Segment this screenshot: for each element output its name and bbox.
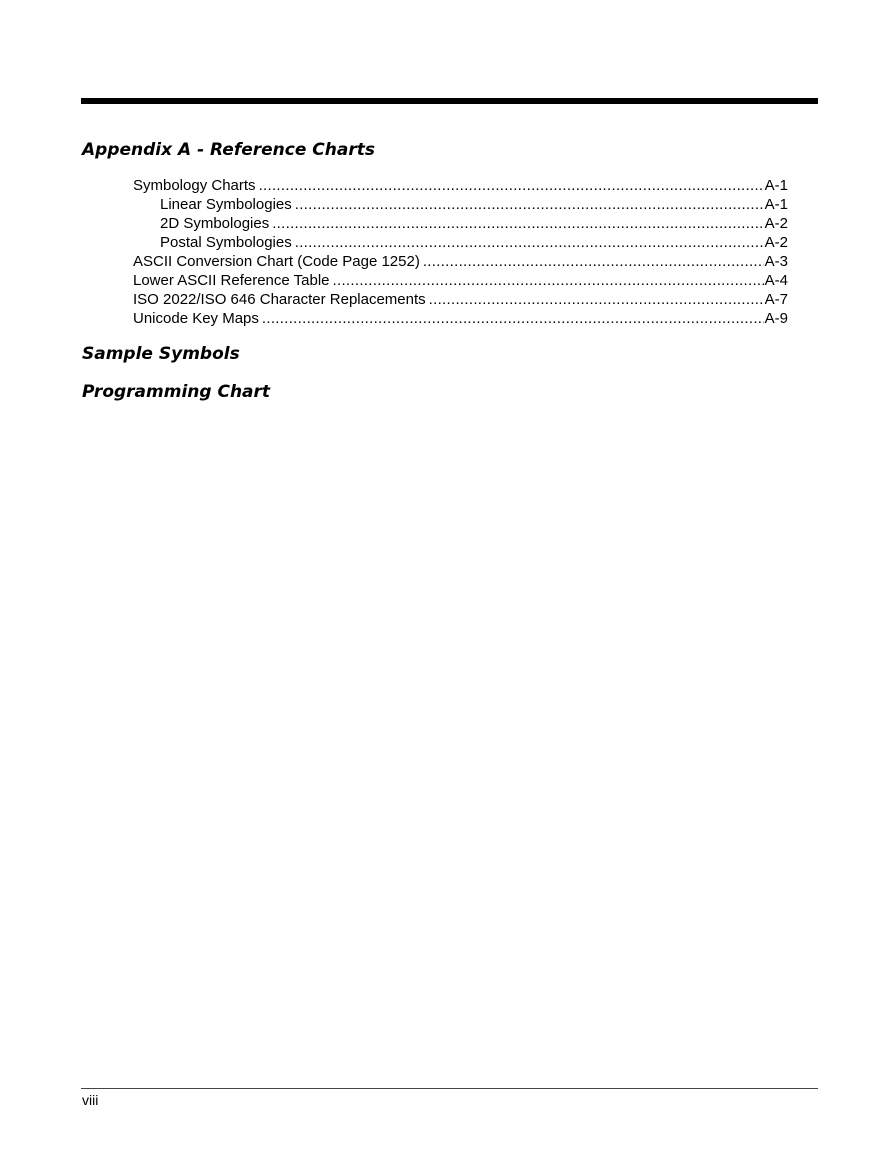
toc-entry-iso-character-replacements[interactable] [133,290,788,309]
toc-entry-unicode-key-maps[interactable] [133,309,788,328]
toc-leader-dots [423,252,764,271]
toc-entry-title: Lower ASCII Reference Table [133,272,330,289]
toc-entry-page: A-9 [764,310,788,327]
toc-entry-title: Postal Symbologies [160,234,292,251]
toc-entry-title: 2D Symbologies [160,215,270,232]
toc-entry-page: A-1 [764,177,788,194]
toc-leader-dots [259,176,764,195]
top-rule [81,98,818,104]
toc-entry-symbology-charts[interactable] [133,176,788,195]
toc-leader-dots [295,195,764,214]
toc-entry-2d-symbologies[interactable] [133,214,788,233]
toc-entry-page: A-4 [764,272,788,289]
toc-entry-postal-symbologies[interactable] [133,233,788,252]
toc-entry-title: Unicode Key Maps [133,310,259,327]
footer-rule [81,1088,818,1089]
appendix-heading: Appendix A - Reference Charts [82,140,375,160]
toc-entry-lower-ascii-reference-table[interactable] [133,271,788,290]
toc-entry-title: Symbology Charts [133,177,256,194]
toc-leader-dots [295,233,764,252]
toc-entry-title: ASCII Conversion Chart (Code Page 1252) [133,253,420,270]
toc-leader-dots [429,290,764,309]
toc-entry-page: A-2 [764,215,788,232]
page-number: viii [82,1092,99,1108]
toc-entry-title: ISO 2022/ISO 646 Character Replacements [133,291,426,308]
toc-entry-page: A-2 [764,234,788,251]
toc-entry-page: A-3 [764,253,788,270]
programming-chart-heading[interactable]: Programming Chart [82,382,271,402]
toc-entry-linear-symbologies[interactable] [133,195,788,214]
toc-list [133,176,788,328]
toc-leader-dots [262,309,764,328]
sample-symbols-heading[interactable]: Sample Symbols [82,344,240,364]
toc-leader-dots [272,214,763,233]
toc-entry-page: A-7 [764,291,788,308]
toc-leader-dots [333,271,764,290]
toc-entry-page: A-1 [764,196,788,213]
toc-entry-ascii-conversion-chart[interactable] [133,252,788,271]
toc-entry-title: Linear Symbologies [160,196,292,213]
